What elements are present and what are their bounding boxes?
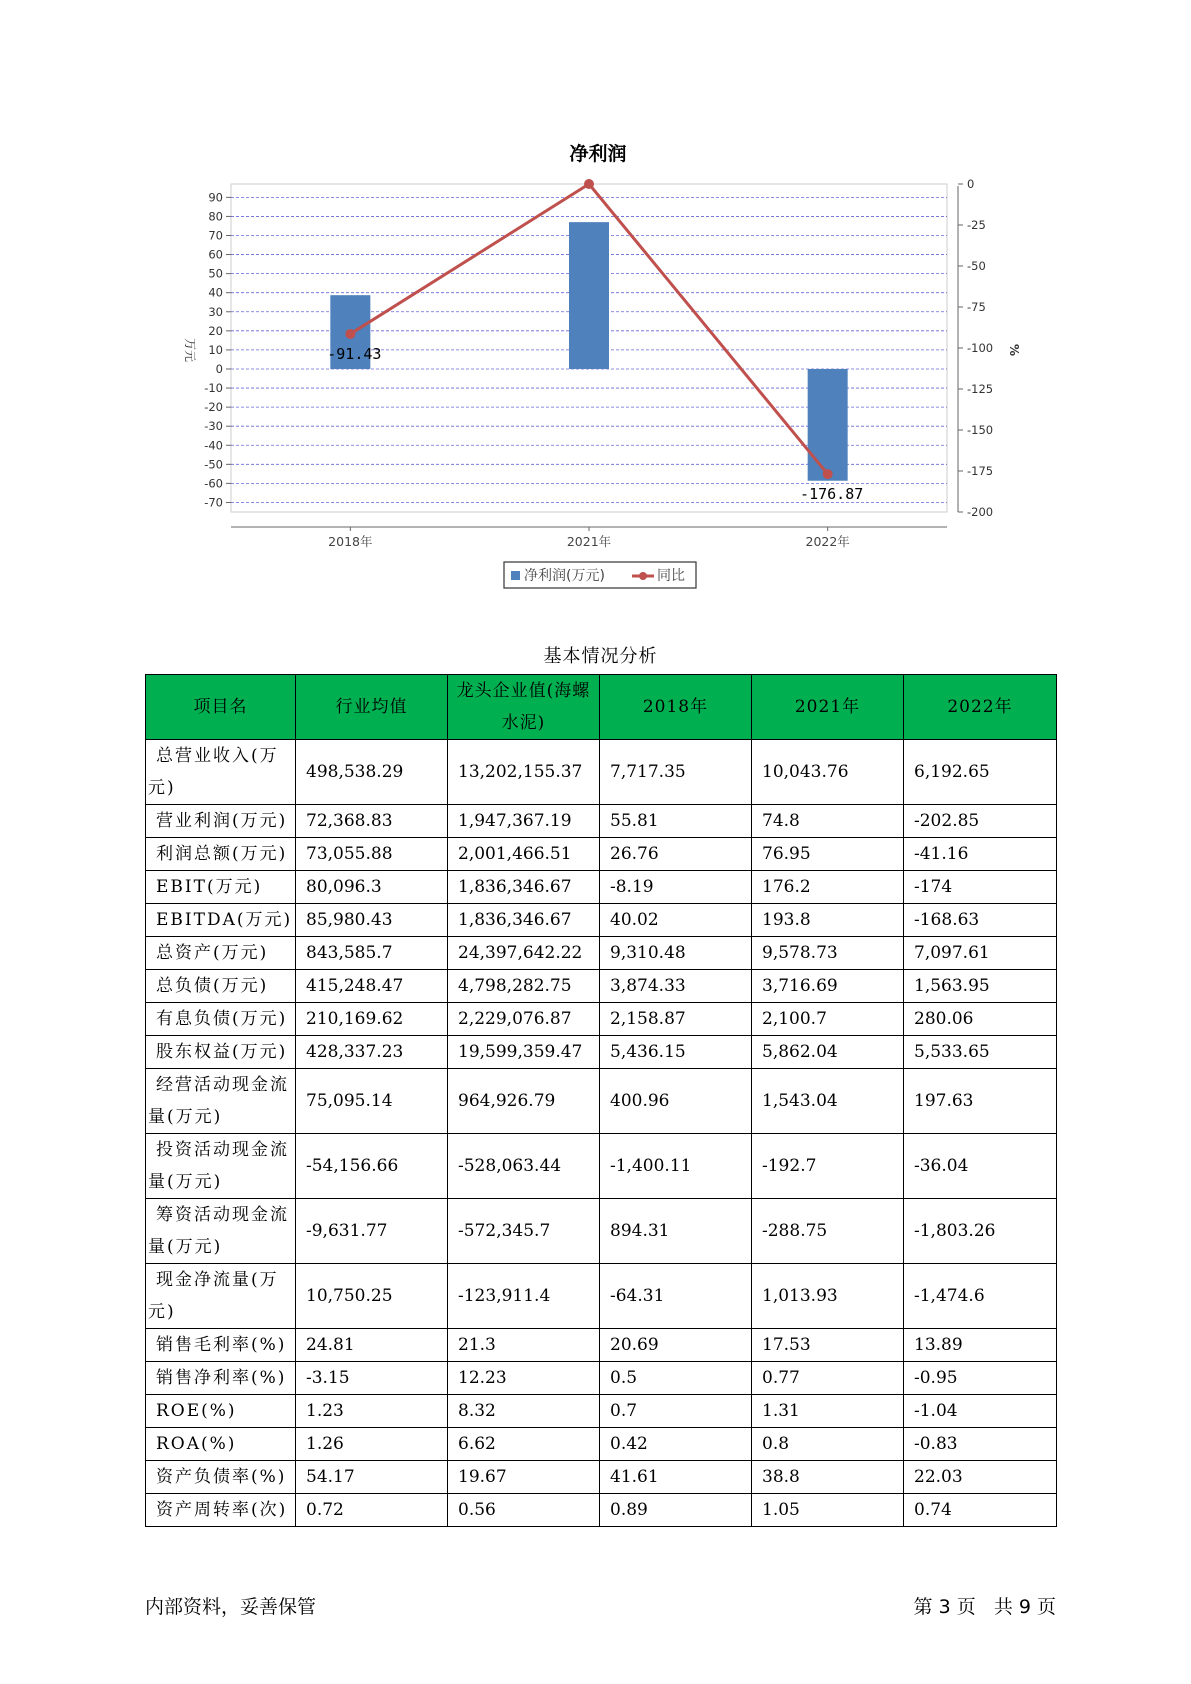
value-cell: 73,055.88 xyxy=(296,838,448,871)
y-tick-label: 80 xyxy=(208,209,223,224)
y-tick-label: 50 xyxy=(208,266,223,281)
value-cell: 428,337.23 xyxy=(296,1036,448,1069)
y-axis-label: 万元 xyxy=(183,337,197,363)
y-tick-label: 10 xyxy=(208,342,223,357)
value-cell: 7,717.35 xyxy=(600,740,752,805)
row-label-cell: 股东权益(万元) xyxy=(146,1036,296,1069)
value-cell: 1,563.95 xyxy=(904,970,1057,1003)
value-cell: 280.06 xyxy=(904,1003,1057,1036)
row-label-cell: 有息负债(万元) xyxy=(146,1003,296,1036)
table-title: 基本情况分析 xyxy=(543,646,658,667)
table-row xyxy=(146,740,1057,805)
table-row xyxy=(146,970,1057,1003)
table-header-row xyxy=(146,675,1057,740)
y-tick-label: 90 xyxy=(208,190,223,205)
value-cell: 6,192.65 xyxy=(904,740,1057,805)
value-cell: -288.75 xyxy=(752,1199,904,1264)
value-cell: 19,599,359.47 xyxy=(448,1036,600,1069)
table-row xyxy=(146,805,1057,838)
value-cell: -0.83 xyxy=(904,1428,1057,1461)
value-cell: 1.23 xyxy=(296,1395,448,1428)
row-label-cell: 利润总额(万元) xyxy=(146,838,296,871)
value-cell: -123,911.4 xyxy=(448,1264,600,1329)
y-tick-label: 0 xyxy=(215,361,223,376)
value-cell: -174 xyxy=(904,871,1057,904)
table-row xyxy=(146,1134,1057,1199)
header-cell: 2021年 xyxy=(752,675,904,740)
value-cell: 41.61 xyxy=(600,1461,752,1494)
value-cell: 0.74 xyxy=(904,1494,1057,1527)
value-cell: 964,926.79 xyxy=(448,1069,600,1134)
value-cell: 1,013.93 xyxy=(752,1264,904,1329)
header-cell: 项目名 xyxy=(146,675,296,740)
table-row xyxy=(146,1362,1057,1395)
legend-bar-swatch xyxy=(511,571,520,580)
value-cell: 22.03 xyxy=(904,1461,1057,1494)
bar xyxy=(808,369,848,481)
value-cell: 843,585.7 xyxy=(296,937,448,970)
y-tick-label: -20 xyxy=(204,400,223,415)
value-cell: 38.8 xyxy=(752,1461,904,1494)
row-label-cell: 投资活动现金流量(万元) xyxy=(146,1134,296,1199)
table-row xyxy=(146,1494,1057,1527)
row-label-cell: 资产周转率(次) xyxy=(146,1494,296,1527)
value-cell: 4,798,282.75 xyxy=(448,970,600,1003)
basic-analysis-table xyxy=(145,674,1057,1527)
legend-item: 同比 xyxy=(657,568,685,584)
legend-line-marker xyxy=(639,572,647,580)
value-cell: 2,158.87 xyxy=(600,1003,752,1036)
y-tick-label: -60 xyxy=(204,476,223,491)
value-cell: 9,310.48 xyxy=(600,937,752,970)
value-cell: -1,474.6 xyxy=(904,1264,1057,1329)
value-cell: 13,202,155.37 xyxy=(448,740,600,805)
value-cell: -528,063.44 xyxy=(448,1134,600,1199)
table-row xyxy=(146,937,1057,970)
value-cell: -8.19 xyxy=(600,871,752,904)
table-row xyxy=(146,1461,1057,1494)
y-tick-label: -70 xyxy=(204,495,223,510)
value-cell: 17.53 xyxy=(752,1329,904,1362)
header-cell: 行业均值 xyxy=(296,675,448,740)
value-cell: 2,001,466.51 xyxy=(448,838,600,871)
value-cell: 13.89 xyxy=(904,1329,1057,1362)
y-right-tick-label: -200 xyxy=(967,505,994,519)
y-tick-label: 60 xyxy=(208,247,223,262)
value-cell: 76.95 xyxy=(752,838,904,871)
table-row xyxy=(146,1264,1057,1329)
y-right-axis-label: % xyxy=(1007,343,1021,357)
value-cell: 24.81 xyxy=(296,1329,448,1362)
value-cell: 2,229,076.87 xyxy=(448,1003,600,1036)
value-cell: 26.76 xyxy=(600,838,752,871)
value-cell: 3,874.33 xyxy=(600,970,752,1003)
value-cell: 197.63 xyxy=(904,1069,1057,1134)
yoy-point xyxy=(345,329,355,339)
row-label-cell: ROE(%) xyxy=(146,1395,296,1428)
yoy-point xyxy=(584,179,594,189)
table-row xyxy=(146,1003,1057,1036)
y-tick-label: -50 xyxy=(204,457,223,472)
value-cell: 400.96 xyxy=(600,1069,752,1134)
value-cell: 12.23 xyxy=(448,1362,600,1395)
header-cell: 2022年 xyxy=(904,675,1057,740)
y-tick-label: -30 xyxy=(204,419,223,434)
value-cell: 0.42 xyxy=(600,1428,752,1461)
value-cell: -192.7 xyxy=(752,1134,904,1199)
y-right-tick-label: -50 xyxy=(967,259,986,273)
value-cell: 894.31 xyxy=(600,1199,752,1264)
chart-title: 净利润 xyxy=(569,143,627,165)
value-cell: 72,368.83 xyxy=(296,805,448,838)
row-label-cell: 营业利润(万元) xyxy=(146,805,296,838)
bar xyxy=(569,222,609,369)
value-cell: 5,533.65 xyxy=(904,1036,1057,1069)
value-cell: 1,836,346.67 xyxy=(448,871,600,904)
header-cell: 龙头企业值(海螺水泥) xyxy=(448,675,600,740)
value-cell: 193.8 xyxy=(752,904,904,937)
value-cell: 0.77 xyxy=(752,1362,904,1395)
value-cell: 55.81 xyxy=(600,805,752,838)
value-cell: 0.89 xyxy=(600,1494,752,1527)
value-cell: -202.85 xyxy=(904,805,1057,838)
net-profit-chart xyxy=(0,0,1191,600)
y-right-tick-label: -150 xyxy=(967,423,994,437)
value-cell: -1,400.11 xyxy=(600,1134,752,1199)
table-row xyxy=(146,1199,1057,1264)
value-cell: 1.26 xyxy=(296,1428,448,1461)
value-cell: -1.04 xyxy=(904,1395,1057,1428)
y-tick-label: 70 xyxy=(208,228,223,243)
row-label-cell: 销售毛利率(%) xyxy=(146,1329,296,1362)
value-cell: 1,543.04 xyxy=(752,1069,904,1134)
value-cell: 0.7 xyxy=(600,1395,752,1428)
y-right-tick-label: -100 xyxy=(967,341,994,355)
yoy-point xyxy=(823,469,833,479)
value-cell: -54,156.66 xyxy=(296,1134,448,1199)
value-cell: 415,248.47 xyxy=(296,970,448,1003)
row-label-cell: 现金净流量(万元) xyxy=(146,1264,296,1329)
value-cell: 74.8 xyxy=(752,805,904,838)
value-cell: -41.16 xyxy=(904,838,1057,871)
header-cell: 2018年 xyxy=(600,675,752,740)
value-cell: 0.72 xyxy=(296,1494,448,1527)
value-cell: 40.02 xyxy=(600,904,752,937)
table-row xyxy=(146,1329,1057,1362)
value-cell: 5,436.15 xyxy=(600,1036,752,1069)
value-cell: 5,862.04 xyxy=(752,1036,904,1069)
value-cell: -3.15 xyxy=(296,1362,448,1395)
value-cell: 9,578.73 xyxy=(752,937,904,970)
value-cell: -1,803.26 xyxy=(904,1199,1057,1264)
row-label-cell: ROA(%) xyxy=(146,1428,296,1461)
row-label-cell: 经营活动现金流量(万元) xyxy=(146,1069,296,1134)
footer-confidential-note: 内部资料，妥善保管 xyxy=(145,1596,317,1618)
footer-page-number: 第 3 页 共 9 页 xyxy=(913,1596,1056,1618)
value-cell: 176.2 xyxy=(752,871,904,904)
x-tick-label: 2022年 xyxy=(805,534,850,549)
table-row xyxy=(146,1428,1057,1461)
y-right-tick-label: 0 xyxy=(967,177,975,191)
y-right-tick-label: -75 xyxy=(967,300,986,314)
y-tick-label: 40 xyxy=(208,285,223,300)
value-cell: 75,095.14 xyxy=(296,1069,448,1134)
row-label-cell: 总营业收入(万元) xyxy=(146,740,296,805)
value-cell: 1,836,346.67 xyxy=(448,904,600,937)
value-cell: 85,980.43 xyxy=(296,904,448,937)
table-row xyxy=(146,904,1057,937)
value-cell: 1.31 xyxy=(752,1395,904,1428)
value-cell: -0.95 xyxy=(904,1362,1057,1395)
table-row xyxy=(146,1036,1057,1069)
value-cell: 80,096.3 xyxy=(296,871,448,904)
value-cell: 0.56 xyxy=(448,1494,600,1527)
x-tick-label: 2021年 xyxy=(566,534,612,549)
value-cell: 210,169.62 xyxy=(296,1003,448,1036)
value-cell: 54.17 xyxy=(296,1461,448,1494)
value-cell: 24,397,642.22 xyxy=(448,937,600,970)
value-cell: 10,750.25 xyxy=(296,1264,448,1329)
y-tick-label: 30 xyxy=(208,304,223,319)
x-tick-label: 2018年 xyxy=(328,534,373,549)
value-cell: -64.31 xyxy=(600,1264,752,1329)
data-label: -176.87 xyxy=(800,485,864,504)
row-label-cell: 总资产(万元) xyxy=(146,937,296,970)
row-label-cell: 筹资活动现金流量(万元) xyxy=(146,1199,296,1264)
value-cell: 1,947,367.19 xyxy=(448,805,600,838)
y-tick-label: 20 xyxy=(208,323,223,338)
row-label-cell: 总负债(万元) xyxy=(146,970,296,1003)
value-cell: 20.69 xyxy=(600,1329,752,1362)
value-cell: 0.8 xyxy=(752,1428,904,1461)
value-cell: 21.3 xyxy=(448,1329,600,1362)
value-cell: 6.62 xyxy=(448,1428,600,1461)
row-label-cell: 销售净利率(%) xyxy=(146,1362,296,1395)
value-cell: 7,097.61 xyxy=(904,937,1057,970)
row-label-cell: EBIT(万元) xyxy=(146,871,296,904)
value-cell: 498,538.29 xyxy=(296,740,448,805)
value-cell: -36.04 xyxy=(904,1134,1057,1199)
y-right-tick-label: -25 xyxy=(967,218,986,232)
data-label: -91.43 xyxy=(327,344,382,363)
y-tick-label: -10 xyxy=(204,381,223,396)
table-row xyxy=(146,1069,1057,1134)
y-right-tick-label: -175 xyxy=(967,464,994,478)
table-row xyxy=(146,1395,1057,1428)
value-cell: 10,043.76 xyxy=(752,740,904,805)
y-right-tick-label: -125 xyxy=(967,382,994,396)
y-tick-label: -40 xyxy=(204,438,223,453)
value-cell: 19.67 xyxy=(448,1461,600,1494)
value-cell: -9,631.77 xyxy=(296,1199,448,1264)
row-label-cell: 资产负债率(%) xyxy=(146,1461,296,1494)
table-row xyxy=(146,838,1057,871)
row-label-cell: EBITDA(万元) xyxy=(146,904,296,937)
value-cell: -168.63 xyxy=(904,904,1057,937)
value-cell: -572,345.7 xyxy=(448,1199,600,1264)
legend-item: 净利润(万元) xyxy=(524,568,605,584)
value-cell: 8.32 xyxy=(448,1395,600,1428)
value-cell: 0.5 xyxy=(600,1362,752,1395)
value-cell: 3,716.69 xyxy=(752,970,904,1003)
value-cell: 1.05 xyxy=(752,1494,904,1527)
value-cell: 2,100.7 xyxy=(752,1003,904,1036)
table-row xyxy=(146,871,1057,904)
